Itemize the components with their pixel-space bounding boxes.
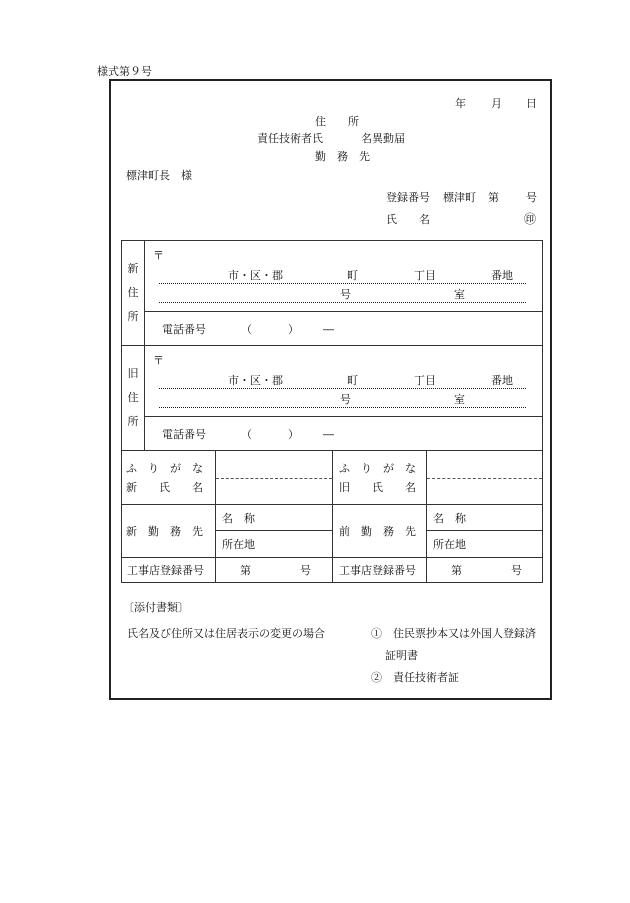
new-furigana-label: ふ り が な [126, 462, 203, 475]
new-name-dash-divider [216, 478, 332, 479]
new-name-field[interactable] [216, 451, 333, 505]
new-phone-label: 電話番号 [162, 323, 206, 336]
title-line-name-right: 名異動届 [361, 132, 405, 145]
new-workplace-label: 新 勤 務 先 [126, 525, 203, 538]
old-address-field[interactable] [145, 346, 543, 417]
seal-mark: ㊞ [524, 212, 537, 226]
new-contractor-dai: 第 [240, 564, 251, 577]
new-contractor-label-cell [122, 558, 216, 583]
attachments-case: 氏名及び住所又は住居表示の変更の場合 [127, 627, 325, 640]
new-workplace-location-label: 所在地 [222, 538, 255, 551]
title-line-name-left: 責任技術者氏 [257, 132, 323, 145]
new-workplace-name-label: 名 称 [222, 512, 255, 525]
old-address-dotted-line-1 [159, 388, 526, 389]
attachment-item-2: ② 責任技術者証 [371, 671, 459, 684]
old-postal-mark: 〒 [153, 354, 164, 367]
old-town-label: 町 [347, 374, 358, 387]
prev-contractor-label: 工事店登録番号 [339, 564, 416, 577]
old-name-label-cell [333, 451, 427, 505]
new-room-label: 室 [454, 288, 465, 301]
prev-contractor-go: 号 [511, 564, 522, 577]
old-room-label: 室 [454, 393, 465, 406]
old-phone-paren-close: ） [288, 428, 299, 441]
new-address-dotted-line-1 [159, 283, 526, 284]
prev-contractor-number-field[interactable] [427, 558, 543, 583]
new-name-label: 新 氏 名 [126, 481, 203, 494]
registration-town: 標津町 [443, 191, 476, 204]
new-workplace-name-field[interactable] [216, 505, 333, 531]
attachment-item-1: ① 住民票抄本又は外国人登録済 [371, 627, 536, 640]
registration-go: 号 [526, 191, 537, 204]
date-day-label: 日 [526, 97, 537, 110]
date-month-label: 月 [491, 97, 502, 110]
new-phone-paren-open: （ [241, 323, 252, 336]
old-name-label: 旧 氏 名 [339, 481, 416, 494]
new-contractor-number-field[interactable] [216, 558, 333, 583]
prev-workplace-location-field[interactable] [427, 531, 543, 558]
new-address-section-label: 新 住 所 [122, 241, 145, 346]
new-contractor-go: 号 [300, 564, 311, 577]
title-line-address: 住 所 [315, 115, 359, 128]
old-go-label: 号 [340, 393, 351, 406]
registration-label: 登録番号 [386, 191, 430, 204]
new-workplace-location-field[interactable] [216, 531, 333, 558]
new-town-label: 町 [347, 269, 358, 282]
old-name-field[interactable] [427, 451, 543, 505]
addressee: 標津町長 様 [126, 169, 192, 182]
new-phone-paren-close: ） [288, 323, 299, 336]
prev-workplace-label: 前 勤 務 先 [339, 525, 416, 538]
new-workplace-label-cell [122, 505, 216, 558]
old-phone-paren-open: （ [241, 428, 252, 441]
new-banchi-label: 番地 [491, 269, 513, 282]
old-phone-label: 電話番号 [162, 428, 206, 441]
old-furigana-label: ふ り が な [339, 462, 416, 475]
old-city-label: 市・区・郡 [228, 374, 283, 387]
attachment-item-1-continued: 証明書 [385, 649, 418, 662]
date-year-label: 年 [455, 97, 466, 110]
new-chome-label: 丁目 [414, 269, 436, 282]
registration-dai: 第 [488, 191, 499, 204]
prev-workplace-location-label: 所在地 [433, 538, 466, 551]
new-postal-mark: 〒 [153, 249, 164, 262]
prev-workplace-name-field[interactable] [427, 505, 543, 531]
prev-contractor-dai: 第 [451, 564, 462, 577]
prev-workplace-label-cell [333, 505, 427, 558]
old-address-section-label: 旧 住 所 [122, 346, 145, 451]
form-number: 様式第９号 [97, 65, 152, 78]
new-address-field[interactable] [145, 241, 543, 312]
new-city-label: 市・区・郡 [228, 269, 283, 282]
old-name-dash-divider [427, 478, 542, 479]
change-form-table [121, 240, 543, 583]
new-contractor-label: 工事店登録番号 [127, 564, 204, 577]
prev-workplace-name-label: 名 称 [433, 512, 466, 525]
applicant-name-label: 氏 名 [386, 213, 430, 226]
attachments-title: 〔添付書類〕 [123, 601, 189, 614]
new-go-label: 号 [340, 288, 351, 301]
new-phone-field[interactable] [145, 312, 543, 346]
new-name-label-cell [122, 451, 216, 505]
prev-contractor-label-cell [333, 558, 427, 583]
old-phone-field[interactable] [145, 417, 543, 451]
title-line-workplace: 勤 務 先 [315, 150, 370, 163]
new-address-dotted-line-2 [159, 302, 526, 303]
new-phone-dash: ― [323, 323, 334, 336]
old-chome-label: 丁目 [414, 374, 436, 387]
old-phone-dash: ― [323, 428, 334, 441]
old-banchi-label: 番地 [491, 374, 513, 387]
old-address-dotted-line-2 [159, 407, 526, 408]
